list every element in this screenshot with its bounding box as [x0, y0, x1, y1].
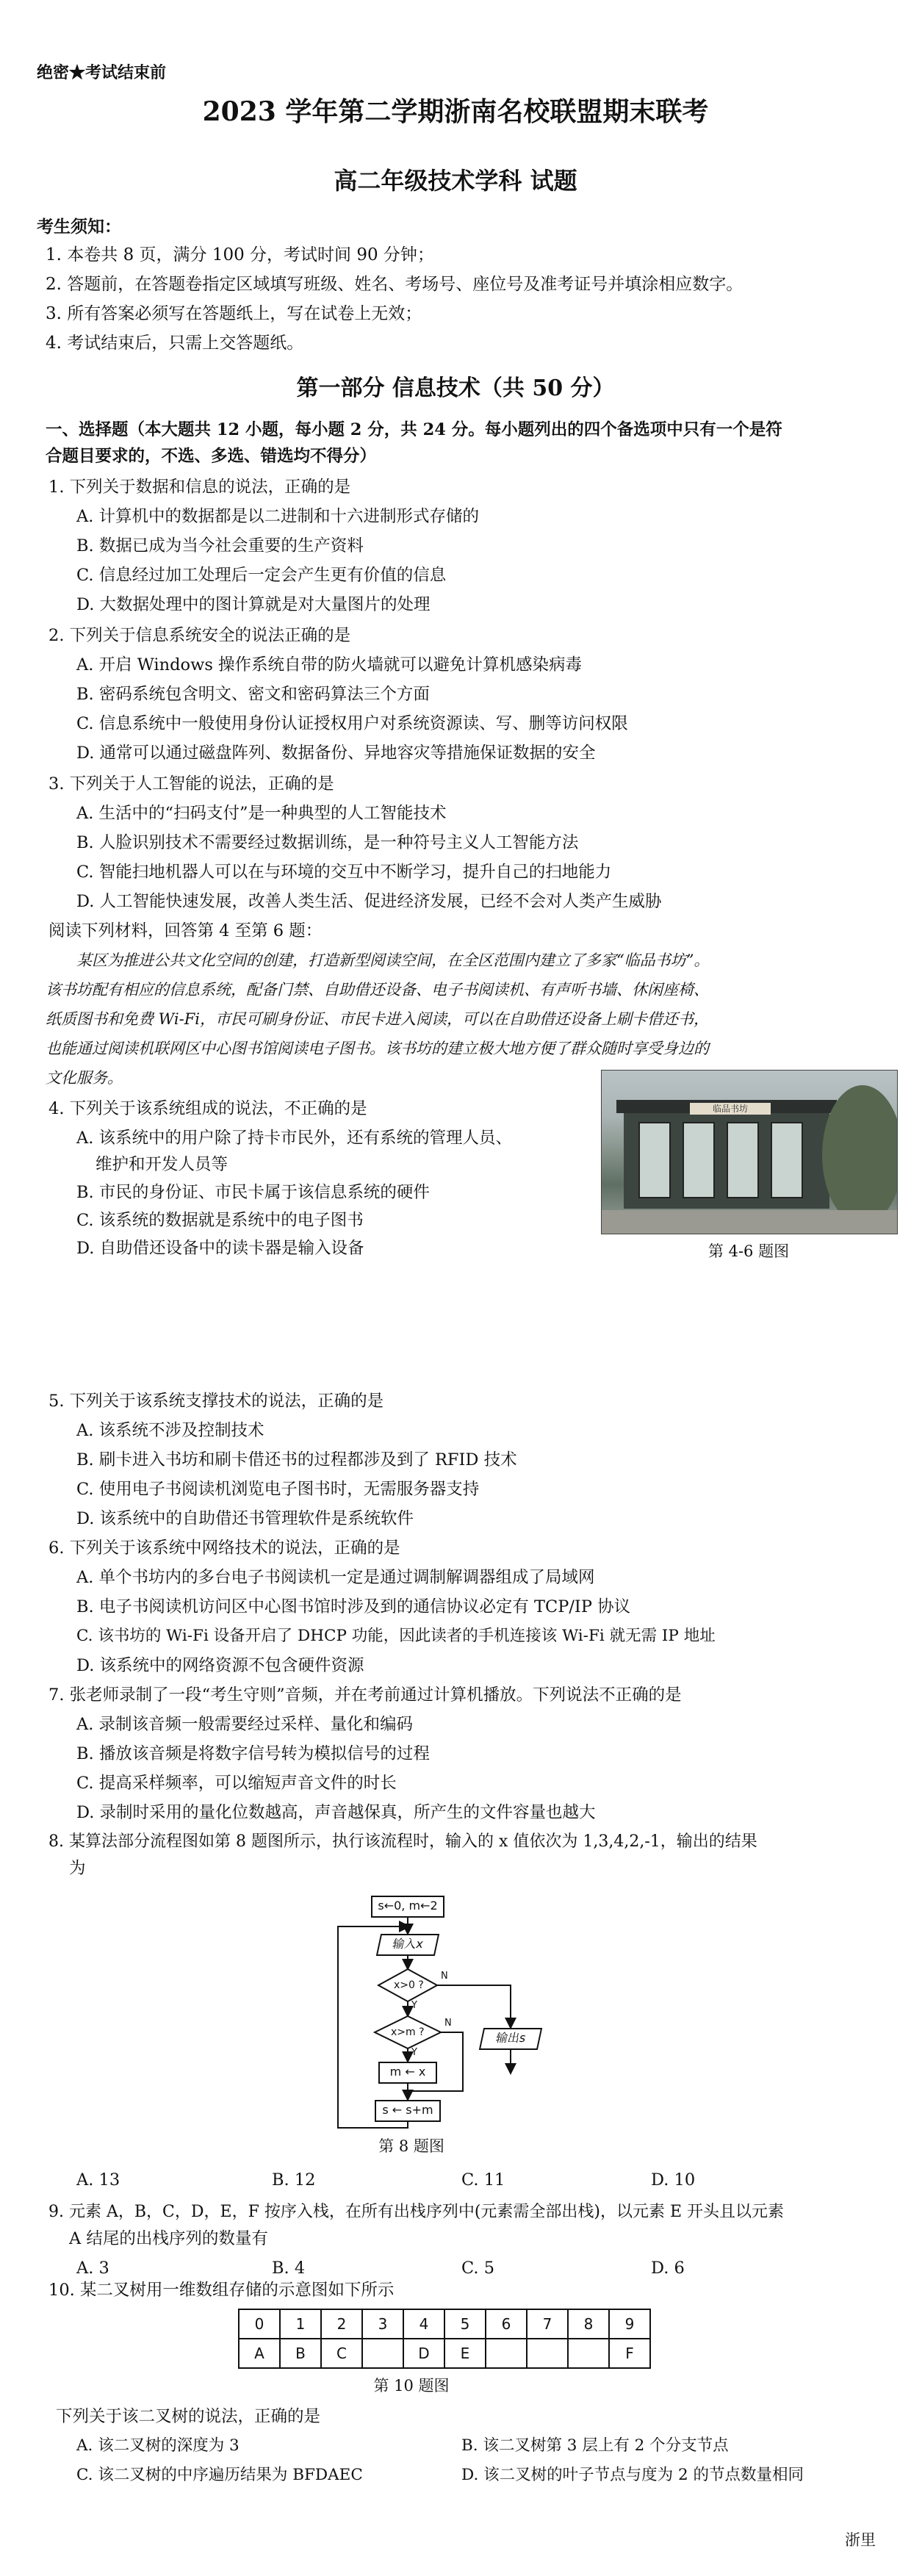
option: B. 密码系统包含明文、密文和密码算法三个方面: [76, 685, 430, 704]
flow-cond1: x>0 ?: [394, 1979, 424, 1991]
option: B. 人脸识别技术不需要经过数据训练，是一种符号主义人工智能方法: [76, 833, 579, 852]
array-index: 4: [403, 2309, 444, 2339]
option: D. 录制时采用的量化位数越高，声音越保真，所产生的文件容量也越大: [76, 1803, 596, 1822]
question-stem: 6. 下列关于该系统中网络技术的说法，正确的是: [48, 1539, 400, 1558]
question-stem: 下列关于该二叉树的说法，正确的是: [56, 2407, 321, 2426]
array-value: [568, 2339, 609, 2368]
option: B. 播放该音频是将数字信号转为模拟信号的过程: [76, 1744, 430, 1763]
array-value: E: [444, 2339, 486, 2368]
option: A. 该二叉树的深度为 3: [76, 2436, 240, 2455]
array-index: 8: [568, 2309, 609, 2339]
array-value: D: [403, 2339, 444, 2368]
binary-tree-array: [238, 2309, 651, 2369]
option: A. 生活中的“扫码支付”是一种典型的人工智能技术: [76, 804, 447, 823]
option: C. 该二叉树的中序遍历结果为 BFDAEC: [76, 2466, 363, 2484]
option: B. 刷卡进入书坊和刷卡借还书的过程都涉及到了 RFID 技术: [76, 1450, 517, 1469]
question-stem: 10. 某二叉树用一维数组存储的示意图如下所示: [48, 2281, 395, 2300]
option: C. 使用电子书阅读机浏览电子图书时，无需服务器支持: [76, 1480, 480, 1499]
option: A. 该系统中的用户除了持卡市民外，还有系统的管理人员、: [76, 1129, 513, 1148]
notice-item: 3. 所有答案必须写在答题纸上，写在试卷上无效；: [46, 304, 422, 323]
array-value: B: [280, 2339, 321, 2368]
option: A. 开启 Windows 操作系统自带的防火墙就可以避免计算机感染病毒: [76, 655, 583, 674]
array-index: 5: [444, 2309, 486, 2339]
option: A. 录制该音频一般需要经过采样、量化和编码: [76, 1715, 414, 1734]
question-stem: 2. 下列关于信息系统安全的说法正确的是: [48, 626, 351, 645]
option: C. 信息经过加工处理后一定会产生更有价值的信息: [76, 566, 447, 585]
option: D. 自助借还设备中的读卡器是输入设备: [76, 1239, 364, 1258]
question-stem: 5. 下列关于该系统支撑技术的说法，正确的是: [48, 1392, 384, 1411]
question-stem: 4. 下列关于该系统组成的说法，不正确的是: [48, 1099, 367, 1118]
bookshop-photo: [601, 1070, 898, 1234]
question-stem: 9. 元素 A，B，C，D，E，F 按序入栈，在所有出栈序列中(元素需全部出栈)，以元素 E 开头且以元素: [48, 2203, 785, 2221]
array-index: 6: [486, 2309, 527, 2339]
material-text: 文化服务。: [46, 1069, 123, 1087]
exam-title: 2023 学年第二学期浙南名校联盟期末联考: [202, 96, 709, 127]
notice-item: 2. 答题前，在答题卷指定区域填写班级、姓名、考场号、座位号及准考证号并填涂相应数字。: [46, 275, 743, 294]
array-value: [362, 2339, 403, 2368]
part-title: 第一部分 信息技术（共 50 分）: [296, 375, 615, 401]
option: D. 人工智能快速发展，改善人类生活、促进经济发展，已经不会对人类产生威胁: [76, 892, 662, 911]
option: A. 3: [76, 2259, 109, 2278]
array-value: A: [239, 2339, 280, 2368]
confidential-label: 绝密★考试结束前: [37, 63, 167, 82]
material-text: 也能通过阅读机联网区中心图书馆阅读电子图书。该书坊的建立极大地方便了群众随时享受身边的: [46, 1040, 709, 1057]
array-index: 7: [527, 2309, 568, 2339]
flow-input: 输入x: [376, 1934, 439, 1956]
option: 维护和开发人员等: [96, 1155, 228, 1174]
question-stem: 7. 张老师录制了一段“考生守则”音频，并在考前通过计算机播放。下列说法不正确的是: [48, 1685, 682, 1705]
notice-item: 4. 考试结束后，只需上交答题纸。: [46, 334, 304, 353]
array-value: [486, 2339, 527, 2368]
flow-init: s←0, m←2: [371, 1896, 444, 1918]
option: B. 数据已成为当今社会重要的生产资料: [76, 536, 364, 555]
flow-assign-m: m ← x: [378, 2062, 437, 2084]
photo-caption: 第 4-6 题图: [707, 1242, 790, 1260]
flow-yes-label: Y: [411, 2047, 417, 2058]
material-text: 纸质图书和免费 Wi-Fi，市民可刷身份证、市民卡进入阅读，可以在自助借还设备上刷卡借还书，: [46, 1010, 709, 1028]
option: B. 该二叉树第 3 层上有 2 个分支节点: [461, 2436, 729, 2455]
option: B. 电子书阅读机访问区中心图书馆时涉及到的通信协议必定有 TCP/IP 协议: [76, 1597, 631, 1616]
option: C. 5: [461, 2259, 495, 2278]
option: C. 该系统的数据就是系统中的电子图书: [76, 1211, 364, 1230]
array-index: 9: [609, 2309, 650, 2339]
option: D. 通常可以通过磁盘阵列、数据备份、异地容灾等措施保证数据的安全: [76, 744, 596, 763]
question-stem: 3. 下列关于人工智能的说法，正确的是: [48, 774, 334, 794]
option: C. 提高采样频率，可以缩短声音文件的时长: [76, 1774, 397, 1793]
array-index: 1: [280, 2309, 321, 2339]
option: D. 10: [651, 2170, 696, 2190]
option: A. 该系统不涉及控制技术: [76, 1421, 264, 1440]
question-stem: 1. 下列关于数据和信息的说法，正确的是: [48, 478, 351, 497]
question-stem: 8. 某算法部分流程图如第 8 题图所示，执行该流程时，输入的 x 值依次为 1,3,4,2,-1，输出的结果: [48, 1832, 757, 1851]
array-index: 0: [239, 2309, 280, 2339]
array-index: 3: [362, 2309, 403, 2339]
flow-yes-label: Y: [411, 2000, 417, 2011]
table-caption: 第 10 题图: [373, 2377, 450, 2395]
array-index: 2: [321, 2309, 362, 2339]
section-instructions: 合题目要求的，不选、多选、错选均不得分）: [46, 447, 377, 466]
option: A. 计算机中的数据都是以二进制和十六进制形式存储的: [76, 507, 480, 526]
material-text: 该书坊配有相应的信息系统，配备门禁、自助借还设备、电子书阅读机、有声听书墙、休闲座椅、: [46, 981, 709, 999]
option: B. 市民的身份证、市民卡属于该信息系统的硬件: [76, 1183, 430, 1202]
notice-heading: 考生须知：: [37, 217, 121, 237]
option: D. 该二叉树的叶子节点与度为 2 的节点数量相同: [461, 2466, 804, 2484]
flow-no-label: N: [444, 2018, 452, 2029]
flow-cond2: x>m ?: [391, 2026, 425, 2038]
option: D. 大数据处理中的图计算就是对大量图片的处理: [76, 595, 431, 614]
option: D. 该系统中的自助借还书管理软件是系统软件: [76, 1509, 414, 1528]
array-value: C: [321, 2339, 362, 2368]
array-value: [527, 2339, 568, 2368]
notice-item: 1. 本卷共 8 页，满分 100 分，考试时间 90 分钟；: [46, 245, 434, 265]
exam-subtitle: 高二年级技术学科 试题: [334, 167, 577, 195]
question-stem: 为: [69, 1859, 86, 1878]
flow-assign-s: s ← s+m: [375, 2100, 441, 2122]
option: A. 13: [76, 2170, 120, 2190]
footer-corner-text: 浙里: [845, 2531, 876, 2549]
flow-no-label: N: [441, 1971, 448, 1982]
flowchart-caption: 第 8 题图: [378, 2137, 444, 2155]
option: C. 信息系统中一般使用身份认证授权用户对系统资源读、写、删等访问权限: [76, 714, 628, 733]
option: A. 单个书坊内的多台电子书阅读机一定是通过调制解调器组成了局域网: [76, 1568, 595, 1587]
section-instructions: 一、选择题（本大题共 12 小题，每小题 2 分，共 24 分。每小题列出的四个备选项中只有一个是符: [46, 420, 782, 439]
flowchart: [323, 1881, 588, 2131]
option: C. 智能扫地机器人可以在与环境的交互中不断学习，提升自己的扫地能力: [76, 863, 612, 882]
option: B. 12: [272, 2170, 316, 2190]
material-intro: 阅读下列材料，回答第 4 至第 6 题：: [48, 921, 323, 940]
option: C. 11: [461, 2170, 505, 2190]
flow-output: 输出s: [479, 2028, 542, 2050]
array-value: F: [609, 2339, 650, 2368]
bookshop-sign: 临品书坊: [690, 1103, 771, 1115]
option: C. 该书坊的 Wi-Fi 设备开启了 DHCP 功能，因此读者的手机连接该 Wi-Fi 就无需 IP 地址: [76, 1627, 716, 1645]
option: B. 4: [272, 2259, 306, 2278]
option: D. 该系统中的网络资源不包含硬件资源: [76, 1656, 364, 1675]
option: D. 6: [651, 2259, 685, 2278]
material-text: 某区为推进公共文化空间的创建，打造新型阅读空间，在全区范围内建立了多家“临品书坊”。: [76, 951, 710, 969]
question-stem: A 结尾的出栈序列的数量有: [69, 2229, 268, 2248]
